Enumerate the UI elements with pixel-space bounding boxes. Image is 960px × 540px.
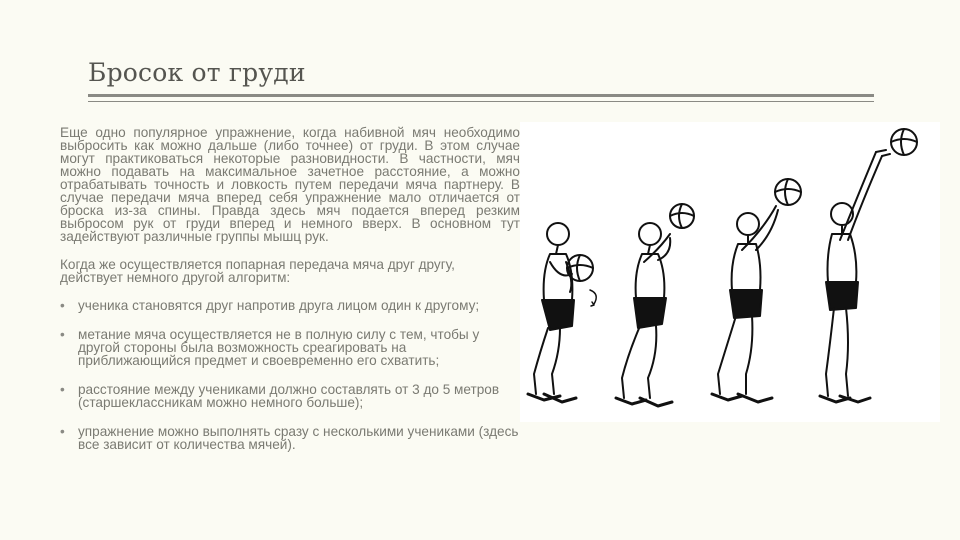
bullet-item: • метание мяча осуществляется не в полную силу с тем, чтобы у другой стороны была возможность среагировать на приближающийся предмет и своевременно его схватить; xyxy=(60,328,520,367)
bullet-list xyxy=(60,299,520,451)
athlete-figure-3 xyxy=(712,179,801,402)
bullet-item: • ученика становятся друг напротив друга лицом один к другому; xyxy=(60,299,520,312)
intro-paragraph: Еще одно популярное упражнение, когда набивной мяч необходимо выбросить как можно дальше (либо точнее) от груди. В этом случае могут практиковаться некоторые разновидности. В частности, мяч можно подавать на максимальное зачетное расстояние, а можно отрабатывать точность и ловкость путем передачи мяча партнеру. В случае передачи мяча вперед себя упражнение мало отличается от броска из-за спины. Правда здесь мяч подается вперед резким выбросом рук от груди вперед и немного вверх. В основном тут задействуют различные группы мышц рук. xyxy=(60,125,520,244)
bullet-item: • упражнение можно выполнять сразу с несколькими учениками (здесь все зависит от количества мячей). xyxy=(60,425,520,451)
algorithm-paragraph: Когда же осуществляется попарная передача мяча друг другу, действует немного другой алгоритм: xyxy=(60,257,455,285)
title-divider-thin xyxy=(88,101,874,102)
athlete-figure-2 xyxy=(616,204,694,406)
slide-title: Бросок от груди xyxy=(88,58,306,87)
bullet-item: • расстояние между учениками должно составлять от 3 до 5 метров (старшеклассникам можно немного больше); xyxy=(60,383,520,409)
body-text xyxy=(60,126,520,467)
athlete-figure-4 xyxy=(820,129,917,402)
title-divider-thick xyxy=(88,94,874,97)
athlete-figure-1 xyxy=(528,223,596,402)
chest-pass-illustration xyxy=(520,122,940,422)
